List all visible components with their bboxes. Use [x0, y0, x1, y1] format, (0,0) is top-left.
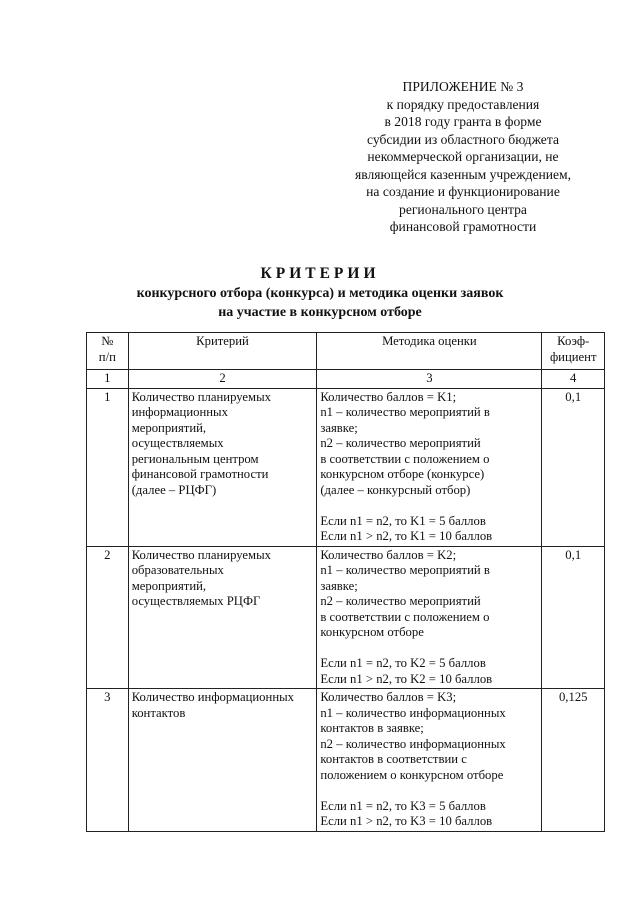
column-number: 4: [542, 370, 605, 389]
coefficient-cell: 0,1: [542, 546, 605, 689]
appendix-line: к порядку предоставления: [386, 96, 540, 112]
method-line: n2 – количество мероприятий: [320, 436, 481, 450]
method-line: контактов в соответствии с: [320, 752, 467, 766]
table-row: [87, 546, 605, 689]
coefficient-cell: 0,125: [542, 689, 605, 832]
method-result-line: Если n1 > n2, то K1 = 10 баллов: [320, 529, 493, 543]
method-line: Количество баллов = K2;: [320, 547, 457, 562]
method-result-line: Если n1 > n2, то K2 = 10 баллов: [320, 671, 493, 686]
method-result-line: Если n1 = n2, то K2 = 5 баллов: [320, 656, 486, 670]
appendix-line: субсидии из областного бюджета: [367, 131, 559, 147]
method-line: Количество баллов = K1;: [320, 389, 457, 404]
header-method: Методика оценки: [317, 333, 542, 370]
method-result-line: Если n1 = n2, то K3 = 5 баллов: [320, 798, 486, 813]
appendix-line: на создание и функционирование: [366, 184, 560, 199]
method-line: n1 – количество мероприятий в: [320, 563, 490, 577]
method-line: n1 – количество информационных: [320, 705, 506, 720]
method-line: n1 – количество мероприятий в: [320, 405, 490, 419]
criterion-line: информационных: [131, 405, 228, 419]
title-main: КРИТЕРИИ: [260, 265, 380, 282]
appendix-line: в 2018 году гранта в форме: [384, 114, 542, 129]
coefficient-cell: 0,1: [542, 388, 605, 546]
criteria-table: [86, 332, 605, 832]
method-line: (далее – конкурсный отбор): [320, 482, 471, 497]
header-coefficient: Коэф- фициент: [542, 333, 605, 370]
method-line: заявке;: [320, 420, 358, 435]
title-subtitle-line1: конкурсного отбора (конкурса) и методика оценки заявок: [136, 286, 504, 301]
method-cell: [317, 388, 542, 546]
table-row: [87, 689, 605, 832]
criterion-line: контактов: [131, 705, 186, 720]
method-line: n2 – количество мероприятий: [320, 594, 481, 608]
appendix-header: [330, 78, 596, 236]
criterion-line: мероприятий,: [131, 420, 207, 435]
criterion-cell: [128, 546, 317, 689]
column-number-row: [87, 370, 605, 389]
criterion-cell: [128, 689, 317, 832]
criterion-line: финансовой грамотности: [131, 467, 269, 481]
table-row: [87, 388, 605, 546]
method-result-line: Если n1 > n2, то K3 = 10 баллов: [320, 814, 493, 828]
method-result-line: Если n1 = n2, то K1 = 5 баллов: [320, 513, 486, 528]
appendix-line: регионального центра: [399, 201, 527, 217]
criterion-line: мероприятий,: [131, 578, 207, 593]
criterion-line: региональным центром: [131, 451, 259, 466]
method-line: заявке;: [320, 578, 358, 593]
appendix-line: ПРИЛОЖЕНИЕ № 3: [402, 79, 524, 94]
appendix-line: являющейся казенным учреждением,: [354, 166, 572, 182]
row-number: 2: [87, 546, 129, 689]
title-subtitle-line2: на участие в конкурсном отборе: [218, 305, 422, 320]
column-number: 1: [87, 370, 129, 389]
criterion-line: осуществляемых РЦФГ: [131, 594, 261, 608]
method-line: в соответствии с положением о: [320, 609, 490, 624]
method-line: конкурсном отборе (конкурсе): [320, 467, 485, 481]
method-line: положением о конкурсном отборе: [320, 767, 504, 782]
criterion-line: Количество планируемых: [131, 547, 271, 562]
criterion-line: образовательных: [131, 563, 224, 577]
criterion-line: Количество планируемых: [131, 389, 271, 404]
method-line: конкурсном отборе: [320, 625, 424, 639]
header-number: № п/п: [87, 333, 129, 370]
method-cell: [317, 546, 542, 689]
table-header-row: [87, 333, 605, 370]
method-line: Количество баллов = K3;: [320, 690, 457, 704]
header-criterion: Критерий: [128, 333, 317, 370]
method-line: контактов в заявке;: [320, 721, 424, 735]
criterion-line: (далее – РЦФГ): [131, 482, 217, 497]
column-number: 3: [317, 370, 542, 389]
method-line: n2 – количество информационных: [320, 736, 506, 751]
criterion-line: Количество информационных: [131, 690, 294, 704]
method-cell: [317, 689, 542, 832]
appendix-line: некоммерческой организации, не: [367, 149, 559, 164]
appendix-line: финансовой грамотности: [389, 219, 537, 234]
criterion-line: осуществляемых: [131, 436, 224, 450]
criterion-cell: [128, 388, 317, 546]
document-title: [0, 264, 640, 322]
row-number: 1: [87, 388, 129, 546]
row-number: 3: [87, 689, 129, 832]
method-line: в соответствии с положением о: [320, 451, 490, 466]
column-number: 2: [128, 370, 317, 389]
